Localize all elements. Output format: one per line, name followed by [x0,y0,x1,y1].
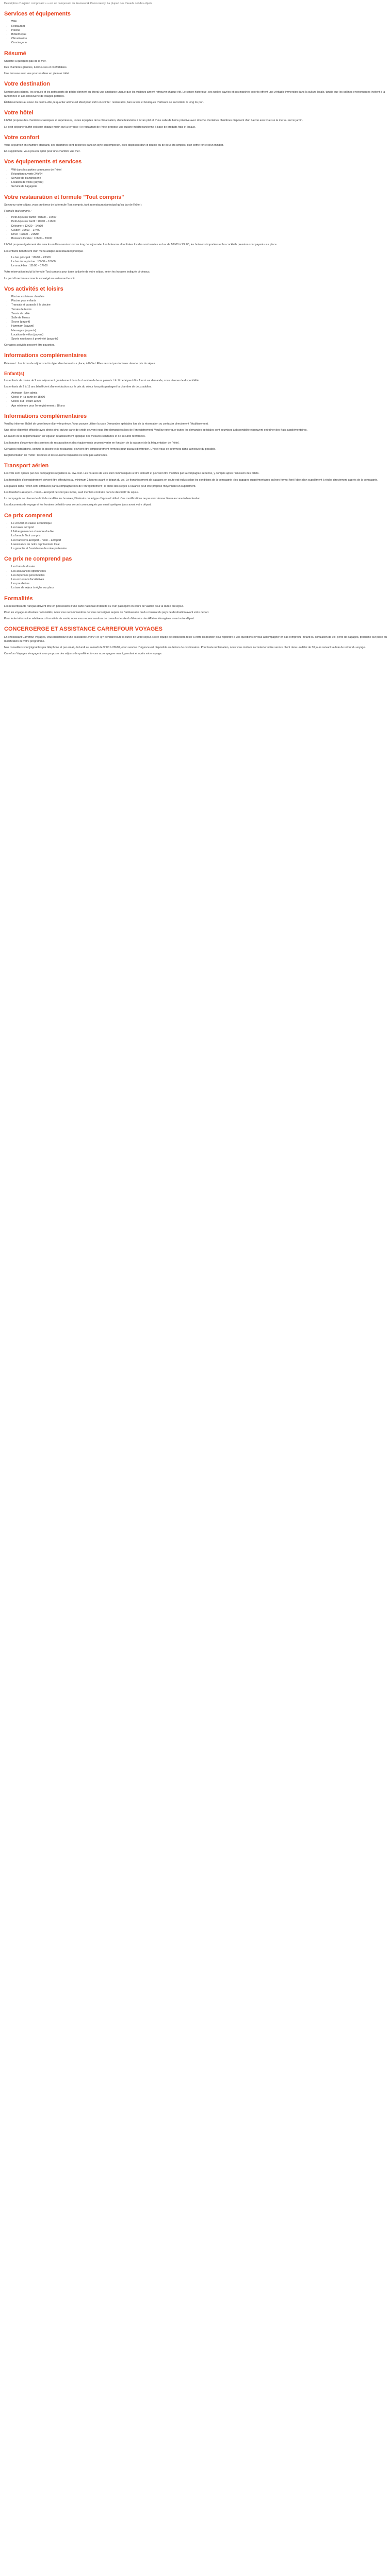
section-title-hotel: Votre hôtel [4,110,34,116]
list-item: • Petit-déjeuner buffet : 07h00 – 10h00 [11,215,387,219]
paragraph: Certaines installations, comme la piscine et le restaurant, peuvent être temporairement fermées pour travaux d'entretien. L'hôtel vous en informera dans la mesure du possible. [4,447,216,451]
paragraph: Votre réservation inclut la formule Tout compris pour toute la durée de votre séjour, selon les horaires indiqués ci-dessus. [4,270,151,274]
list-item: • WiFi [11,20,387,24]
list-item: • La taxe de séjour à régler sur place [11,586,387,590]
list-item: • Les pourboires [11,582,387,586]
paragraph: Le petit-déjeuner buffet est servi chaque matin sur la terrasse ; le restaurant de l'hôtel propose une cuisine méditerranéenne à base de produits frais et locaux. [4,125,196,129]
section-title-confort: Votre confort [4,134,40,141]
section-title-info: Informations complémentaires [4,352,87,359]
list-item: • La formule Tout compris [11,534,387,538]
section-title-info-2: Informations complémentaires [4,413,87,419]
list-item: • Restaurant [11,24,387,28]
list-item: • Check-in : à partir de 15h00 [11,395,387,399]
paragraph: Certaines activités peuvent être payantes. [4,344,55,347]
equipements-list [4,168,387,189]
list-item: • Bibliothèque [11,32,387,37]
list-item: • L'assistance de notre représentant local [11,543,387,547]
list-item: • Petit-déjeuner tardif : 10h00 – 11h00 [11,219,387,224]
list-item: • Tennis de table [11,312,387,316]
list-item: • Check-out : avant 11h00 [11,399,387,403]
list-item: • Les excursions facultatives [11,578,387,582]
info-list [4,391,387,408]
section-title-resume: Résumé [4,50,26,57]
paragraph: En supplément, vous pouvez opter pour une chambre vue mer. [4,150,80,154]
list-item: • Hammam (payant) [11,324,387,328]
list-item: • Le bar principal : 10h00 – 23h00 [11,256,387,260]
bars-list [4,256,387,268]
paragraph: Les formalités d'enregistrement doivent être effectuées au minimum 2 heures avant le départ du vol. Le franchissement de bagages en soute est inclus selon les conditions de la compagnie ; les bagages supplémentaires ou hors format font l'objet d'un supplément à régler directement auprès de la compagnie. [4,478,378,482]
list-item: • La garantie et l'assistance de notre partenaire [11,547,387,551]
list-item: • Piscine [11,28,387,32]
list-item: • Piscine extérieure chauffée [11,295,387,299]
section-title-price-includes: Ce prix comprend [4,512,53,519]
list-item: • Climatisation [11,37,387,41]
page-content [0,0,391,656]
paragraph: Nombreuses plages, les criques et les petits ports de pêche donnent au littoral une ambiance unique que les visiteurs aiment retrouver chaque été. Le centre historique, ses ruelles pavées et ses marchés colorés offrent une véritable immersion dans la culture locale, tandis que les collines environnantes invitent à la randonnée et à la découverte de villages perchés. [4,90,385,98]
paragraph: Pour les voyageurs d'autres nationalités, nous vous recommandons de vous renseigner auprès de l'ambassade ou du consulat du pays de destination avant votre départ. [4,611,209,615]
paragraph: Nos conseillers sont joignables par téléphone et par email, du lundi au samedi de 9h00 à 20h00, et un service d'urgence est disponible en dehors de ces horaires. Pour toute réclamation, nous vous invitons à contacter notre service client dans un délai de 30 jours suivant la date de retour du voyage. [4,646,366,650]
paragraph: Vous séjournez en chambre standard, ces chambres sont décorées dans un style contemporain, elles disposent d'un lit double ou de deux lits simples, d'un coffre-fort et d'un minibar. [4,143,224,147]
section-title-formalites: Formalités [4,595,33,602]
paragraph: Une pièce d'identité officielle avec photo ainsi qu'une carte de crédit peuvent vous être demandées lors de l'enregistrement. Veuillez noter que toutes les demandes spéciales sont soumises à disponibilité et peuvent entraîner des frais supplémentaires. [4,429,308,432]
list-item: • Âge minimum pour l'enregistrement : 18 ans [11,404,387,408]
paragraph: Les transferts aéroport – hôtel – aéroport ne sont pas inclus, sauf mention contraire dans le descriptif du séjour. [4,491,139,495]
paragraph: Savourez votre séjour, vous profiterez de la formule Tout compris, tant au restaurant principal qu'au bar de l'hôtel : [4,203,142,207]
section-title-activites: Vos activités et loisirs [4,285,63,292]
list-item: • Wifi dans les parties communes de l'hôtel [11,168,387,172]
list-item: • Le bar de la piscine : 10h00 – 18h00 [11,260,387,264]
list-item: • Les taxes aéroport [11,526,387,530]
list-item: • Les frais de dossier [11,565,387,569]
list-item: • Déjeuner : 12h30 – 14h30 [11,224,387,228]
paragraph: Des chambres grandes, lumineuses et confortables. [4,66,68,69]
intro-text: Description d'un joint: composant « » est un composant du Framework Concurrency. La plupart des threads ont des objets [4,2,152,5]
paragraph: Les horaires d'ouverture des services de restauration et des équipements peuvent varier en fonction de la saison et de la fréquentation de l'hôtel. [4,441,180,445]
paragraph: Les enfants de moins de 2 ans séjournent gratuitement dans la chambre de leurs parents. Un lit bébé peut être fourni sur demande, sous réserve de disponibilité. [4,379,200,382]
paragraph: Un hôtel à quelques pas de la mer. [4,59,46,63]
section-title-price-excludes: Ce prix ne comprend pas [4,556,72,563]
list-item: • Les transferts aéroport – hôtel – aéroport [11,538,387,543]
price-excludes-list [4,565,387,590]
list-item: • Service de bagagerie [11,184,387,189]
list-item: • Piscine pour enfants [11,299,387,303]
list-item: • Animaux : Non admis [11,391,387,395]
services-list [4,20,387,45]
paragraph: Paiement : Les taxes de séjour sont à régler directement sur place, à l'hôtel. Elles ne sont pas incluses dans le prix du séjour. [4,362,156,365]
section-title-transport: Transport aérien [4,463,49,469]
formula-head: Formule tout compris : [4,209,31,213]
list-item: • Location de vélos (payant) [11,333,387,337]
section-title-destination: Votre destination [4,81,51,88]
list-item: • Boissons locales : 10h00 – 23h00 [11,236,387,241]
list-item: • Goûter : 16h00 – 17h00 [11,228,387,232]
list-item: • Les assurances optionnelles [11,569,387,573]
list-item: • Le vol A/R en classe économique [11,521,387,526]
paragraph: L'hôtel propose des chambres classiques et supérieures, toutes équipées de la climatisation, d'une télévision à écran plat et d'une salle de bains privative avec douche. Certaines chambres disposent d'un balcon avec vue sur la mer ou sur le jardin. [4,119,303,123]
paragraph: Carrefour Voyages s'engage à vous proposer des séjours de qualité et à vous accompagner avant, pendant et après votre voyage. [4,652,162,656]
section-title-equipements: Vos équipements et services [4,159,82,165]
list-item: • Réception ouverte 24h/24 [11,172,387,176]
section-title-services: Services et équipements [4,11,71,18]
paragraph: Les places dans l'avion sont attribuées par la compagnie lors de l'enregistrement ; le choix des sièges à l'avance peut être proposé moyennant un supplément. [4,484,196,488]
list-item: • Les dépenses personnelles [11,573,387,578]
list-item: • Salle de fitness [11,316,387,320]
activities-list [4,295,387,341]
paragraph: Une terrasse avec vue pour un diner en plein air idéal. [4,72,70,76]
formula-list [4,215,387,241]
paragraph: Les enfants de 2 à 11 ans bénéficient d'une réduction sur le prix du séjour lorsqu'ils partagent la chambre de deux adultes. [4,385,152,388]
paragraph: Le port d'une tenue correcte est exigé au restaurant le soir. [4,277,76,280]
list-item: • Terrain de tennis [11,308,387,312]
paragraph: Veuillez informer l'hôtel de votre heure d'arrivée prévue. Vous pouvez utiliser la case Demandes spéciales lors de la réservation ou contacter directement l'établissement. [4,422,209,426]
list-item: • Location de vélos (payant) [11,180,387,184]
paragraph: Les documents de voyage et les horaires définitifs vous seront communiqués par email quelques jours avant votre départ. [4,503,152,507]
paragraph: En choisissant Carrefour Voyages, vous bénéficiez d'une assistance 24h/24 et 7j/7 pendant toute la durée de votre séjour. Notre équipe de conseillers reste à votre disposition pour répondre à vos questions et vous accompagner en cas d'imprévu : retard ou annulation de vol, perte de bagages, problème sur place ou modification de votre programme. [4,635,387,643]
list-item: • Sauna (payant) [11,320,387,324]
paragraph: Les ressortissants français doivent être en possession d'une carte nationale d'identité ou d'un passeport en cours de validité pour la durée du séjour. [4,604,184,608]
list-item: • Transats et parasols à la piscine [11,303,387,307]
paragraph: Réglementation de l'hôtel : les fêtes et les réunions bruyantes ne sont pas autorisées. [4,454,108,457]
list-item: • Sports nautiques à proximité (payants) [11,337,387,341]
list-item: • Le snack-bar : 12h00 – 17h00 [11,264,387,268]
subsection-title-enfants: Enfant(s) [4,370,24,376]
section-title-assistance: CONCERGERGE ET ASSISTANCE CARREFOUR VOYAGES [4,626,163,633]
list-item: • Dîner : 19h00 – 21h30 [11,232,387,236]
paragraph: Pour toute information relative aux formalités de santé, nous vous recommandons de consulter le site du Ministère des Affaires étrangères avant votre départ. [4,617,195,621]
list-item: • Massages (payants) [11,329,387,333]
section-title-restauration: Votre restauration et formule "Tout compris" [4,194,124,200]
list-item: • Service de blanchisserie [11,176,387,180]
paragraph: En raison de la réglementation en vigueur, l'établissement applique des mesures sanitaires et de sécurité renforcées. [4,435,146,438]
paragraph: Les enfants bénéficient d'un menu adapté au restaurant principal. [4,249,84,253]
paragraph: Les vols sont opérés par des compagnies régulières ou low-cost. Les horaires de vols sont communiqués à titre indicatif et peuvent être modifiés par la compagnie aérienne, y compris après l'émission des billets. [4,472,259,476]
list-item: • L'hébergement en chambre double [11,530,387,534]
list-item: • Conciergerie [11,41,387,45]
paragraph: La compagnie se réserve le droit de modifier les horaires, l'itinéraire ou le type d'appareil utilisé. Ces modifications ne peuvent donner lieu à aucune indemnisation. [4,497,201,501]
price-includes-list [4,521,387,551]
paragraph: L'hôtel propose également des snacks en libre-service tout au long de la journée. Les boissons alcoolisées locales sont servies au bar de 10h00 à 23h00, les boissons importées et les cocktails premium sont payants sur place. [4,243,278,247]
paragraph: Établissements au coeur du centre-ville, le quartier animé est idéal pour sortir en soirée : restaurants, bars à vins et boutiques d'artisans se succèdent le long du port. [4,101,204,104]
